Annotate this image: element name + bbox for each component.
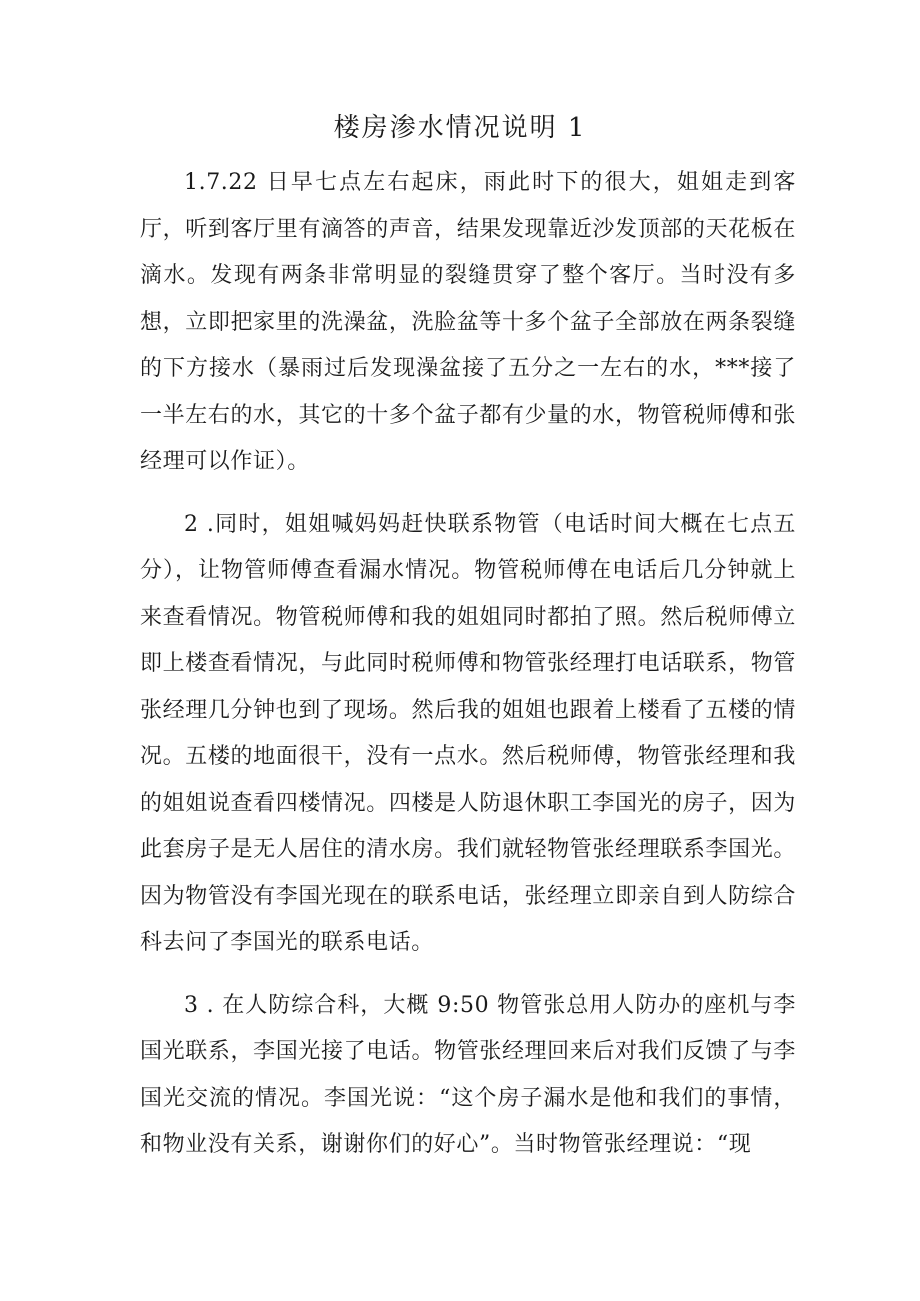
paragraph-2: 2 .同时，姐姐喊妈妈赶快联系物管（电话时间大概在七点五分），让物管师傅查看漏水情况。物管税师傅在电话后几分钟就上来查看情况。物管税师傅和我的姐姐同时都拍了照。然后税师傅立即上楼查看情况，与此同时税师傅和物管张经理打电话联系，物管张经理几分钟也到了现场。然后我的姐姐也跟着上楼看了五楼的情况。五楼的地面很干，没有一点水。然后税师傅，物管张经理和我的姐姐说查看四楼情况。四楼是人防退休职工李国光的房子，因为此套房子是无人居住的清水房。我们就轻物管张经理联系李国光。因为物管没有李国光现在的联系电话，张经理立即亲自到人防综合科去问了李国光的联系电话。 [140,511,796,955]
paragraph-3: 3 . 在人防综合科，大概 9:50 物管张总用人防办的座机与李国光联系，李国光接了电话。物管张经理回来后对我们反馈了与李国光交流的情况。李国光说：“这个房子漏水是他和我们的事情，和物业没有关系，谢谢你们的好心”。当时物管张经理说：“现 [140,992,796,1157]
document-body [140,160,796,1169]
paragraph-1: 1.7.22 日早七点左右起床，雨此时下的很大，姐姐走到客厅，听到客厅里有滴答的声音，结果发现靠近沙发顶部的天花板在滴水。发现有两条非常明显的裂缝贯穿了整个客厅。当时没有多想，立即把家里的洗澡盆，洗脸盆等十多个盆子全部放在两条裂缝的下方接水（暴雨过后发现澡盆接了五分之一左右的水，***接了一半左右的水，其它的十多个盆子都有少量的水，物管税师傅和张经理可以作证）。 [140,170,796,474]
document-title: 楼房渗水情况说明 1 [333,113,587,143]
